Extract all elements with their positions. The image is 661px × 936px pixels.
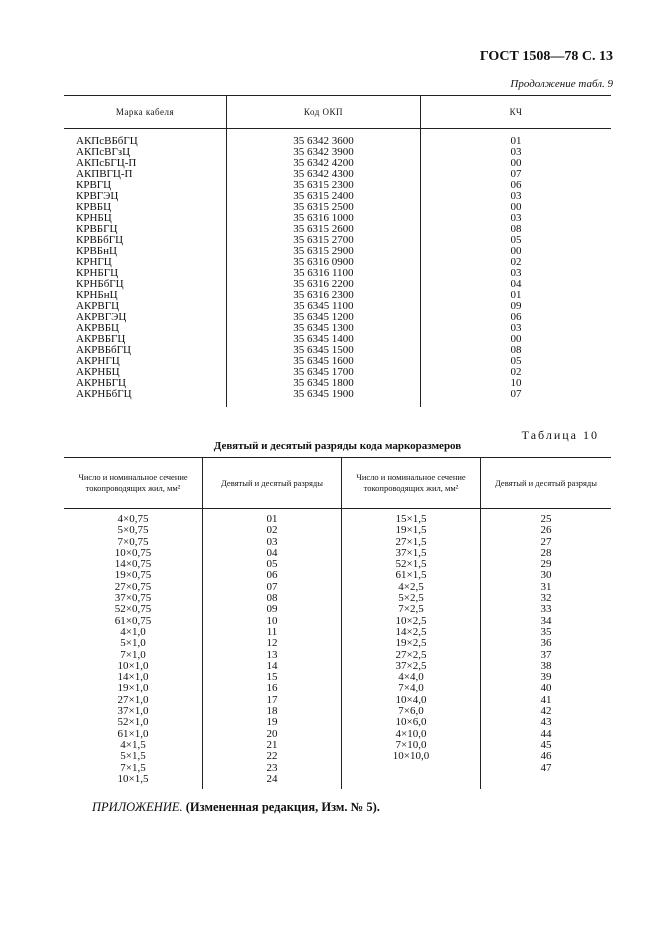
size-cell: 10×0,75: [114, 546, 152, 559]
cable-brand-cell: АКРВГЭЦ: [76, 311, 127, 323]
left-codes-column: [203, 509, 342, 790]
code-cell: 28: [540, 546, 552, 559]
code-cell: 35: [540, 625, 552, 638]
cable-brand-cell: КРВБнЦ: [76, 245, 117, 257]
size-cell: 7×1,0: [120, 648, 146, 661]
code-cell: 42: [540, 705, 552, 718]
cable-brand-cell: КРВБбГЦ: [76, 234, 124, 246]
code-cell: 37: [540, 648, 552, 661]
okp-code-cell: 35 6316 1100: [227, 268, 421, 279]
code-cell: 22: [266, 750, 278, 763]
kch-cell: 05: [421, 356, 612, 367]
size-cell: 14×1,0: [117, 671, 149, 684]
size-cell: 4×10,0: [395, 727, 427, 740]
cable-brand-cell: АКПсБГЦ-П: [76, 157, 137, 169]
size-cell: 19×2,5: [395, 637, 427, 650]
cable-brand-cell: АКРВГЦ: [76, 300, 120, 312]
kch-cell: 02: [421, 257, 612, 268]
size-cell: 7×6,0: [398, 705, 424, 718]
size-cell: 52×1,5: [395, 558, 427, 571]
kch-cell: 02: [421, 367, 612, 378]
code-cell: 26: [540, 524, 552, 537]
kch-cell: 01: [421, 129, 612, 148]
code-cell: 15: [266, 671, 278, 684]
okp-code-cell: 35 6345 1600: [227, 356, 421, 367]
size-cell: 14×2,5: [395, 625, 427, 638]
code-cell: 04: [266, 546, 278, 559]
table-10: [64, 457, 611, 789]
size-cell: 19×1,5: [395, 524, 427, 537]
code-cell: 02: [266, 524, 278, 537]
right-sizes-column: [342, 509, 481, 790]
size-cell: 5×0,75: [117, 524, 149, 537]
size-cell: 4×1,5: [120, 738, 146, 751]
okp-code-cell: 35 6316 2200: [227, 279, 421, 290]
cable-brand-cell: КРВБГЦ: [76, 223, 118, 235]
kch-cell: 06: [421, 312, 612, 323]
code-cell: 16: [266, 682, 278, 695]
size-cell: 37×1,5: [395, 546, 427, 559]
size-cell: 4×4,0: [398, 671, 424, 684]
size-cell: 19×0,75: [114, 569, 152, 582]
okp-code-cell: 35 6315 2300: [227, 180, 421, 191]
size-cell: 5×1,0: [120, 637, 146, 650]
okp-code-cell: 35 6316 2300: [227, 290, 421, 301]
okp-code-cell: 35 6345 1400: [227, 334, 421, 345]
code-cell: 10: [266, 614, 278, 627]
cable-brand-cell: КРНБЦ: [76, 212, 112, 224]
size-cell: 4×0,75: [117, 513, 149, 525]
size-cell: 10×1,0: [117, 659, 149, 672]
size-cell: 14×0,75: [114, 558, 152, 571]
code-cell: 21: [266, 738, 278, 751]
okp-code-cell: 35 6345 1900: [227, 389, 421, 407]
code-cell: 43: [540, 716, 552, 729]
okp-code-cell: 35 6345 1500: [227, 345, 421, 356]
cable-brand-cell: КРНБГЦ: [76, 267, 119, 279]
code-cell: 09: [266, 603, 278, 616]
code-cell: 19: [266, 716, 278, 729]
okp-code-cell: 35 6316 0900: [227, 257, 421, 268]
code-cell: 25: [540, 513, 552, 525]
column-header-okp-code: Код ОКП: [227, 96, 421, 129]
cable-brand-cell: КРВГЦ: [76, 179, 112, 191]
code-cell: 41: [540, 693, 552, 706]
column-header-size-left: Число и номинальное сечение токопроводящих жил, мм²: [64, 458, 203, 509]
size-cell: 52×0,75: [114, 603, 152, 616]
code-cell: 44: [540, 727, 552, 740]
column-header-size-right: Число и номинальное сечение токопроводящих жил, мм²: [342, 458, 481, 509]
size-cell: 10×4,0: [395, 693, 427, 706]
cable-brand-cell: АКПВГЦ-П: [76, 168, 133, 180]
kch-cell: 06: [421, 180, 612, 191]
kch-cell: 08: [421, 345, 612, 356]
column-header-kch: КЧ: [421, 96, 612, 129]
kch-cell: 08: [421, 224, 612, 235]
code-cell: 36: [540, 637, 552, 650]
table-row: [64, 389, 611, 407]
kch-cell: 04: [421, 279, 612, 290]
cable-brand-cell: АКПсВГзЦ: [76, 146, 131, 158]
code-cell: 23: [266, 761, 278, 774]
cable-brand-cell: АКРВБГЦ: [76, 333, 126, 345]
cable-brand-cell: КРВБЦ: [76, 201, 112, 213]
size-cell: 52×1,0: [117, 716, 149, 729]
okp-code-cell: 35 6315 2400: [227, 191, 421, 202]
code-cell: 17: [266, 693, 278, 706]
cable-brand-cell: АКРНБГЦ: [76, 377, 126, 389]
size-cell: 10×6,0: [395, 716, 427, 729]
size-cell: 7×1,5: [120, 761, 146, 774]
size-cell: 5×1,5: [120, 750, 146, 763]
size-cell: 27×0,75: [114, 580, 152, 593]
appendix-note: [92, 800, 380, 815]
code-cell: 33: [540, 603, 552, 616]
kch-cell: 03: [421, 268, 612, 279]
kch-cell: 09: [421, 301, 612, 312]
kch-cell: 07: [421, 169, 612, 180]
code-cell: 18: [266, 705, 278, 718]
code-cell: 11: [266, 625, 278, 638]
kch-cell: 07: [421, 389, 612, 407]
okp-code-cell: 35 6316 1000: [227, 213, 421, 224]
table-continuation-note: Продолжение табл. 9: [510, 78, 613, 90]
kch-cell: 00: [421, 202, 612, 213]
kch-cell: 00: [421, 158, 612, 169]
size-cell: 5×2,5: [398, 592, 424, 605]
cable-brand-cell: АКРНБбГЦ: [76, 388, 132, 400]
cable-brand-cell: АКРНБЦ: [76, 366, 120, 378]
okp-code-cell: 35 6342 4200: [227, 158, 421, 169]
code-cell: 05: [266, 558, 278, 571]
code-cell: 20: [266, 727, 278, 740]
code-cell: 24: [266, 772, 278, 785]
cable-brand-cell: КРВГЭЦ: [76, 190, 119, 202]
size-cell: 10×1,5: [117, 772, 149, 785]
code-cell: 39: [540, 671, 552, 684]
code-cell: 06: [266, 569, 278, 582]
code-cell: 34: [540, 614, 552, 627]
size-cell: 61×0,75: [114, 614, 152, 627]
size-cell: 27×2,5: [395, 648, 427, 661]
code-cell: 29: [540, 558, 552, 571]
column-header-code-right: Девятый и десятый разряды: [481, 458, 612, 509]
size-cell: 7×0,75: [117, 535, 149, 548]
okp-code-cell: 35 6342 3600: [227, 129, 421, 148]
size-cell: 37×2,5: [395, 659, 427, 672]
size-cell: 4×2,5: [398, 580, 424, 593]
size-cell: 19×1,0: [117, 682, 149, 695]
cable-brand-cell: КРНБнЦ: [76, 289, 118, 301]
size-cell: 15×1,5: [395, 513, 427, 525]
size-cell: 27×1,5: [395, 535, 427, 548]
size-cell: 61×1,0: [117, 727, 149, 740]
table-9: [64, 95, 611, 407]
cable-brand-cell: КРНГЦ: [76, 256, 112, 268]
okp-code-cell: 35 6345 1100: [227, 301, 421, 312]
okp-code-cell: 35 6315 2600: [227, 224, 421, 235]
size-cell: 7×2,5: [398, 603, 424, 616]
code-cell: 32: [540, 592, 552, 605]
kch-cell: 10: [421, 378, 612, 389]
cable-brand-cell: АКПсВБбГЦ: [76, 135, 138, 147]
left-sizes-column: [64, 509, 203, 790]
table-9-body: [64, 129, 611, 408]
okp-code-cell: 35 6342 3900: [227, 147, 421, 158]
code-cell: 14: [266, 659, 278, 672]
size-cell: 7×4,0: [398, 682, 424, 695]
kch-cell: 05: [421, 235, 612, 246]
cable-brand-cell: АКРВБбГЦ: [76, 344, 131, 356]
code-cell: 38: [540, 659, 552, 672]
code-cell: 46: [540, 750, 552, 763]
size-cell: 37×1,0: [117, 705, 149, 718]
column-header-code-left: Девятый и десятый разряды: [203, 458, 342, 509]
revision-note: (Измененная редакция, Изм. № 5).: [185, 800, 380, 814]
kch-cell: 01: [421, 290, 612, 301]
cable-brand-cell: КРНБбГЦ: [76, 278, 124, 290]
table-row: [64, 129, 611, 148]
size-cell: 10×10,0: [392, 750, 430, 763]
code-cell: 07: [266, 580, 278, 593]
table-10-label: Таблица 10: [521, 428, 599, 442]
size-cell: 10×2,5: [395, 614, 427, 627]
code-cell: 03: [266, 535, 278, 548]
page-header: ГОСТ 1508—78 С. 13: [479, 49, 613, 64]
cable-brand-cell: АКРВБЦ: [76, 322, 119, 334]
code-cell: 31: [540, 580, 552, 593]
code-cell: 47: [540, 761, 552, 774]
okp-code-cell: 35 6342 4300: [227, 169, 421, 180]
kch-cell: 00: [421, 246, 612, 257]
size-cell: 37×0,75: [114, 592, 152, 605]
okp-code-cell: 35 6315 2500: [227, 202, 421, 213]
appendix-label: ПРИЛОЖЕНИЕ.: [92, 800, 183, 814]
kch-cell: 00: [421, 334, 612, 345]
code-cell: 12: [266, 637, 278, 650]
okp-code-cell: 35 6345 1700: [227, 367, 421, 378]
size-cell: 27×1,0: [117, 693, 149, 706]
kch-cell: 03: [421, 213, 612, 224]
okp-code-cell: 35 6345 1300: [227, 323, 421, 334]
size-cell: 61×1,5: [395, 569, 427, 582]
code-cell: 30: [540, 569, 552, 582]
table-10-title: Девятый и десятый разряды кода маркоразмеров: [213, 440, 462, 452]
column-header-cable-brand: Марка кабеля: [64, 96, 227, 129]
kch-cell: 03: [421, 147, 612, 158]
okp-code-cell: 35 6315 2900: [227, 246, 421, 257]
code-cell: 45: [540, 738, 552, 751]
code-cell: 27: [540, 535, 552, 548]
code-cell: 08: [266, 592, 278, 605]
code-cell: 01: [266, 513, 278, 525]
code-cell: 40: [540, 682, 552, 695]
right-codes-column: [481, 509, 612, 790]
okp-code-cell: 35 6345 1200: [227, 312, 421, 323]
cable-brand-cell: АКРНГЦ: [76, 355, 120, 367]
okp-code-cell: 35 6315 2700: [227, 235, 421, 246]
size-cell: 7×10,0: [395, 738, 427, 751]
size-cell: 4×1,0: [120, 625, 146, 638]
kch-cell: 03: [421, 191, 612, 202]
kch-cell: 03: [421, 323, 612, 334]
okp-code-cell: 35 6345 1800: [227, 378, 421, 389]
code-cell: 13: [266, 648, 278, 661]
